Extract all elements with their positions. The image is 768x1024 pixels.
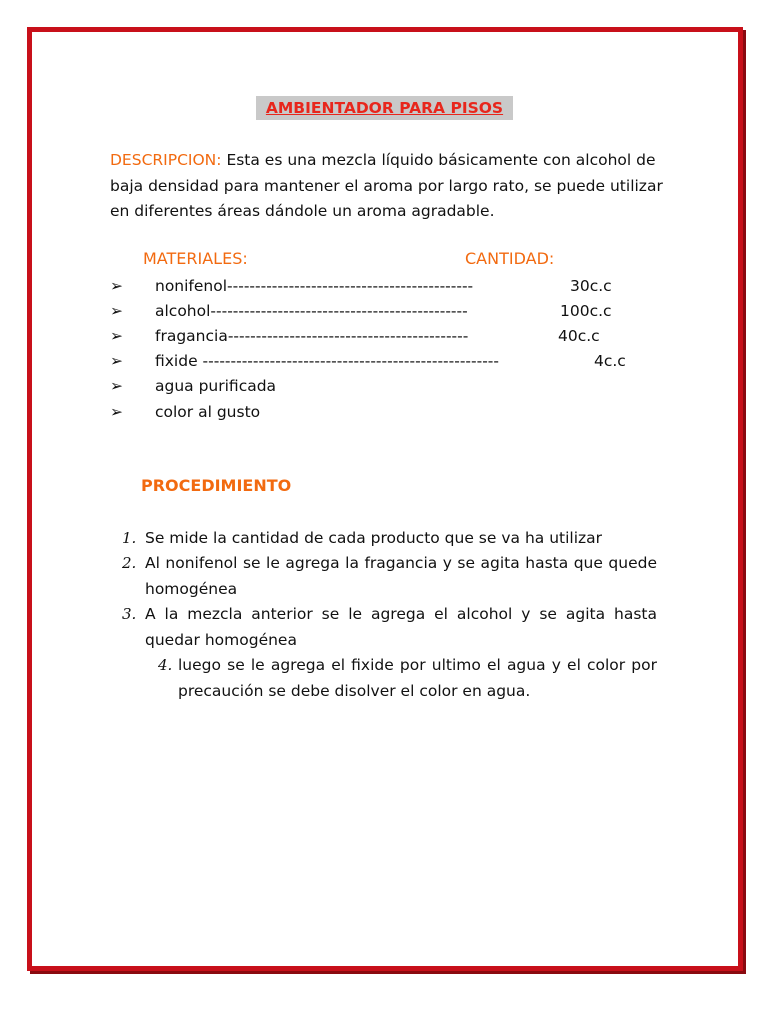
material-name: alcohol----------------------------------------------	[155, 302, 468, 320]
material-item	[110, 399, 650, 425]
step-text: luego se le agrega el fixide por ultimo el agua y el color por precaución se debe disolver el color en agua.	[178, 656, 657, 700]
step-text: Se mide la cantidad de cada producto que se va ha utilizar	[145, 529, 603, 547]
material-quantity: 100c.c	[560, 302, 612, 320]
step-text: A la mezcla anterior se le agrega el alcohol y se agita hasta quedar homogénea	[145, 605, 657, 649]
material-quantity: 30c.c	[570, 277, 612, 295]
material-quantity: 4c.c	[594, 352, 626, 370]
material-item	[110, 273, 650, 299]
material-name: fixide -----------------------------------------------------	[155, 352, 499, 370]
step-number: 4.	[158, 656, 173, 674]
arrow-bullet-icon: ➢	[110, 327, 123, 345]
procedure-header: PROCEDIMIENTO	[141, 476, 292, 495]
material-name: nonifenol--------------------------------------------	[155, 277, 474, 295]
material-name: agua purificada	[155, 377, 277, 395]
material-name: fragancia-------------------------------------------	[155, 327, 469, 345]
arrow-bullet-icon: ➢	[110, 377, 123, 395]
quantity-header: CANTIDAD:	[465, 249, 555, 268]
step-number: 2.	[122, 554, 137, 572]
material-item	[110, 373, 650, 399]
step-number: 1.	[122, 529, 137, 547]
arrow-bullet-icon: ➢	[110, 352, 123, 370]
material-name: color al gusto	[155, 403, 261, 421]
arrow-bullet-icon: ➢	[110, 403, 123, 421]
material-item	[110, 348, 650, 374]
description-label: DESCRIPCION:	[110, 151, 222, 169]
material-item	[110, 323, 650, 349]
material-item	[110, 298, 650, 324]
arrow-bullet-icon: ➢	[110, 277, 123, 295]
material-quantity: 40c.c	[558, 327, 600, 345]
document-title: AMBIENTADOR PARA PISOS	[256, 96, 513, 120]
description-paragraph	[110, 148, 670, 225]
step-text: Al nonifenol se le agrega la fragancia y se agita hasta que quede homogénea	[145, 554, 657, 598]
description-text: Esta es una mezcla líquido básicamente con alcohol de baja densidad para mantener el aroma por largo rato, se puede utilizar en diferentes áreas dándole un aroma agradable.	[110, 151, 663, 220]
step-number: 3.	[122, 605, 137, 623]
materials-header: MATERIALES:	[143, 249, 248, 268]
arrow-bullet-icon: ➢	[110, 302, 123, 320]
